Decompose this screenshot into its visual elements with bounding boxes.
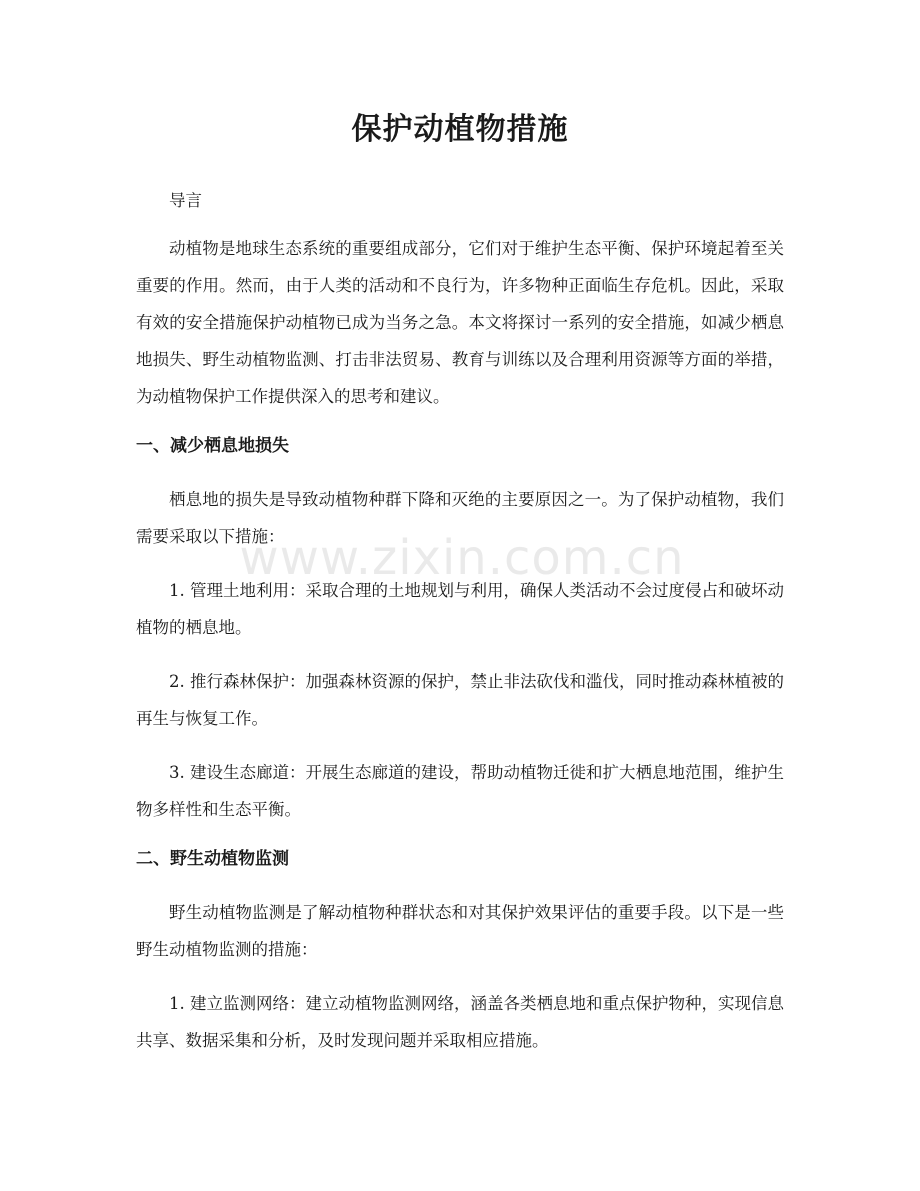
intro-paragraph: 动植物是地球生态系统的重要组成部分，它们对于维护生态平衡、保护环境起着至关重要的作用。然而，由于人类的活动和不良行为，许多物种正面临生存危机。因此，采取有效的安全措施保护动植物已成为当务之急。本文将探讨一系列的安全措施，如减少栖息地损失、野生动植物监测、打击非法贸易、教育与训练以及合理利用资源等方面的举措，为动植物保护工作提供深入的思考和建议。 — [136, 239, 784, 406]
section-lead-monitoring: 野生动植物监测是了解动植物种群状态和对其保护效果评估的重要手段。以下是一些野生动植物监测的措施： — [136, 903, 784, 959]
watermark: www.zixin.com.cn — [239, 530, 685, 586]
section-heading-monitoring: 二、野生动植物监测 — [136, 849, 289, 869]
list-item: 2. 推行森林保护：加强森林资源的保护，禁止非法砍伐和滥伐，同时推动森林植被的再生与恢复工作。 — [136, 672, 784, 728]
section-lead-habitat: 栖息地的损失是导致动植物种群下降和灭绝的主要原因之一。为了保护动植物，我们需要采取以下措施： — [136, 490, 784, 546]
list-item: 1. 建立监测网络：建立动植物监测网络，涵盖各类栖息地和重点保护物种，实现信息共享、数据采集和分析，及时发现问题并采取相应措施。 — [136, 994, 784, 1050]
list-item: 1. 管理土地利用：采取合理的土地规划与利用，确保人类活动不会过度侵占和破坏动植物的栖息地。 — [136, 581, 784, 637]
document-body — [136, 182, 784, 1076]
page-title: 保护动植物措施 — [351, 112, 569, 147]
section-heading-habitat: 一、减少栖息地损失 — [136, 436, 289, 456]
intro-label: 导言 — [169, 191, 202, 210]
list-item: 3. 建设生态廊道：开展生态廊道的建设，帮助动植物迁徙和扩大栖息地范围，维护生物多样性和生态平衡。 — [136, 763, 784, 819]
